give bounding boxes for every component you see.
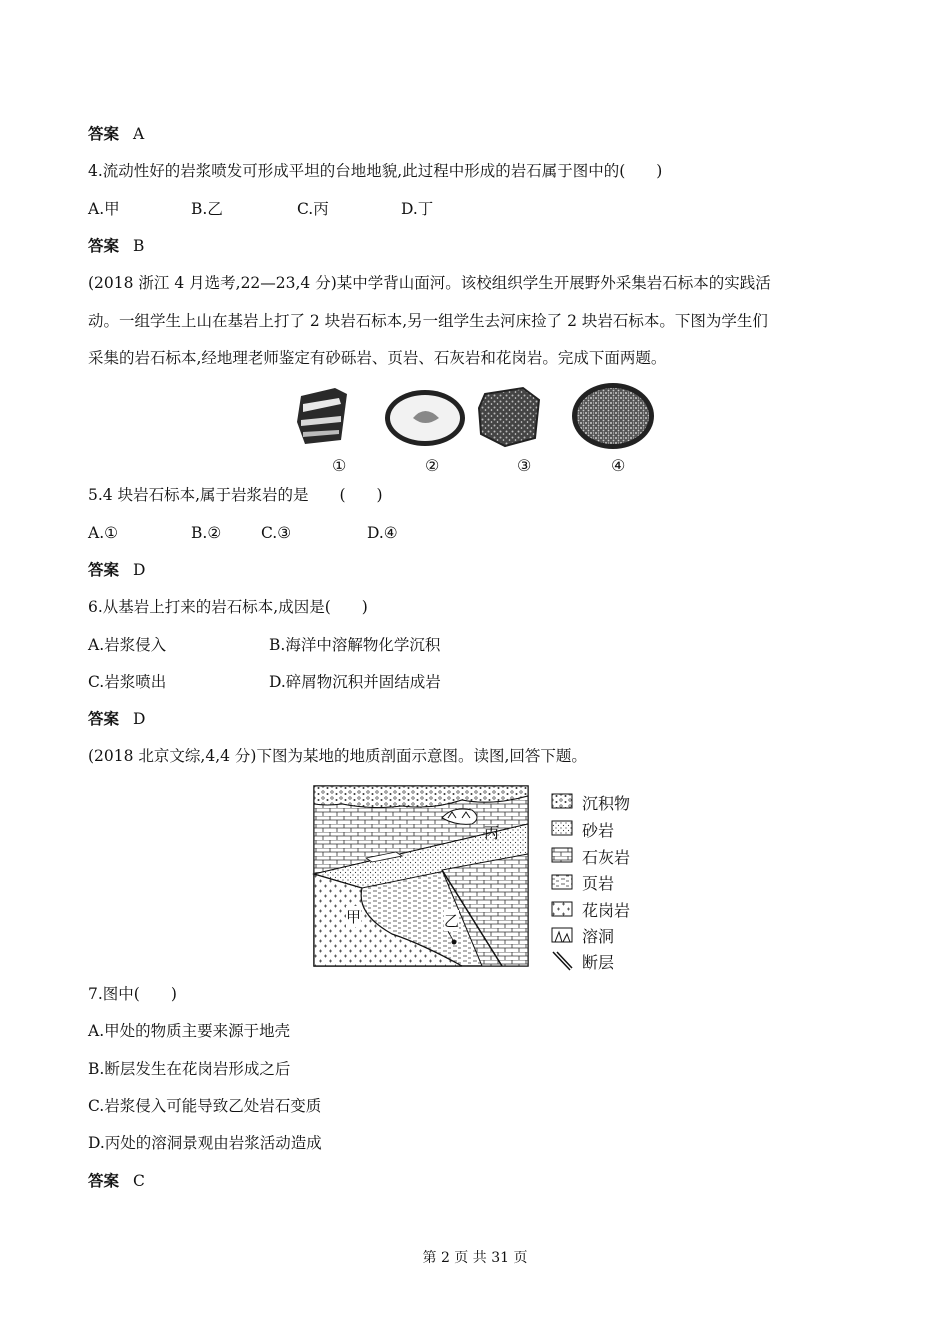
- q5-option-d: D.④: [367, 524, 398, 542]
- answer-line-q4: [88, 236, 144, 256]
- label-yi: 乙: [444, 912, 460, 930]
- answer-label: 答案: [88, 1172, 120, 1190]
- q7-option-d: D.丙处的溶洞景观由岩浆活动造成: [88, 1134, 322, 1152]
- question-4-stem: 4.流动性好的岩浆喷发可形成平坦的台地地貌,此过程中形成的岩石属于图中的( ): [88, 162, 663, 180]
- q4-option-a: A.甲: [88, 200, 120, 218]
- answer-label: 答案: [88, 125, 120, 143]
- page-footer: 第 2 页 共 31 页: [422, 1250, 528, 1266]
- q7-option-a: A.甲处的物质主要来源于地壳: [88, 1022, 291, 1040]
- legend-limestone: 石灰岩: [582, 848, 631, 867]
- swatch-sandstone: [552, 821, 572, 835]
- swatch-fault: [553, 952, 572, 970]
- legend-sediment: 沉积物: [582, 794, 631, 813]
- geologic-cross-section: [312, 784, 532, 970]
- legend-cave: 溶洞: [582, 927, 615, 946]
- legend-swatches: [550, 792, 576, 972]
- rock-label-3: ③: [517, 456, 532, 475]
- answer-value: C: [133, 1172, 145, 1190]
- answer-value: D: [133, 561, 146, 579]
- swatch-granite: [552, 902, 572, 916]
- question-7-stem: 7.图中( ): [88, 985, 177, 1003]
- passage-2-line-1: (2018 北京文综,4,4 分)下图为某地的地质剖面示意图。读图,回答下题。: [88, 747, 587, 765]
- q5-option-a: A.①: [88, 524, 119, 542]
- q4-option-b: B.乙: [191, 200, 223, 218]
- q6-option-d: D.碎屑物沉积并固结成岩: [269, 673, 441, 691]
- label-bing: 丙: [484, 824, 500, 842]
- q7-option-b: B.断层发生在花岗岩形成之后: [88, 1060, 291, 1078]
- answer-label: 答案: [88, 561, 120, 579]
- answer-line-q6: [88, 709, 145, 729]
- q6-option-c: C.岩浆喷出: [88, 673, 167, 691]
- q5-option-b: B.②: [191, 524, 222, 542]
- answer-line-q7: [88, 1171, 145, 1191]
- answer-label: 答案: [88, 237, 120, 255]
- swatch-cave: [552, 928, 572, 942]
- question-5-stem: 5.4 块岩石标本,属于岩浆岩的是 ( ): [88, 486, 383, 504]
- answer-line-q5: [88, 560, 145, 580]
- swatch-sediment: [552, 794, 572, 808]
- answer-value: B: [133, 237, 145, 255]
- passage-1-line-1: (2018 浙江 4 月选考,22—23,4 分)某中学背山面河。该校组织学生开展野外采集岩石标本的实践活: [88, 274, 771, 292]
- q4-option-c: C.丙: [297, 200, 329, 218]
- passage-1-line-3: 采集的岩石标本,经地理老师鉴定有砂砾岩、页岩、石灰岩和花岗岩。完成下面两题。: [88, 349, 667, 367]
- rock-specimen-3: [479, 388, 539, 446]
- legend-granite: 花岗岩: [582, 901, 631, 920]
- legend-shale: 页岩: [582, 874, 615, 893]
- legend-fault: 断层: [582, 953, 615, 972]
- rock-specimens-figure: [295, 382, 660, 452]
- passage-1-line-2: 动。一组学生上山在基岩上打了 2 块岩石标本,另一组学生去河床捡了 2 块岩石标本。下图为学生们: [88, 312, 768, 330]
- q7-option-c: C.岩浆侵入可能导致乙处岩石变质: [88, 1097, 322, 1115]
- question-6-stem: 6.从基岩上打来的岩石标本,成因是( ): [88, 598, 368, 616]
- rock-label-4: ④: [611, 456, 626, 475]
- swatch-limestone: [552, 848, 572, 862]
- q6-option-a: A.岩浆侵入: [88, 636, 167, 654]
- rock-label-1: ①: [332, 456, 347, 475]
- rock-label-2: ②: [425, 456, 440, 475]
- answer-label: 答案: [88, 710, 120, 728]
- rock-specimen-4: [572, 383, 654, 449]
- answer-value: A: [133, 125, 145, 143]
- swatch-shale: [552, 875, 572, 889]
- answer-line-q3: [88, 124, 144, 144]
- label-jia: 甲: [346, 908, 362, 926]
- q6-option-b: B.海洋中溶解物化学沉积: [269, 636, 441, 654]
- answer-value: D: [133, 710, 146, 728]
- q5-option-c: C.③: [261, 524, 292, 542]
- rock-specimen-2: [385, 390, 465, 446]
- rock-specimen-1: [297, 388, 347, 444]
- legend-sandstone: 砂岩: [582, 821, 615, 840]
- q4-option-d: D.丁: [401, 200, 434, 218]
